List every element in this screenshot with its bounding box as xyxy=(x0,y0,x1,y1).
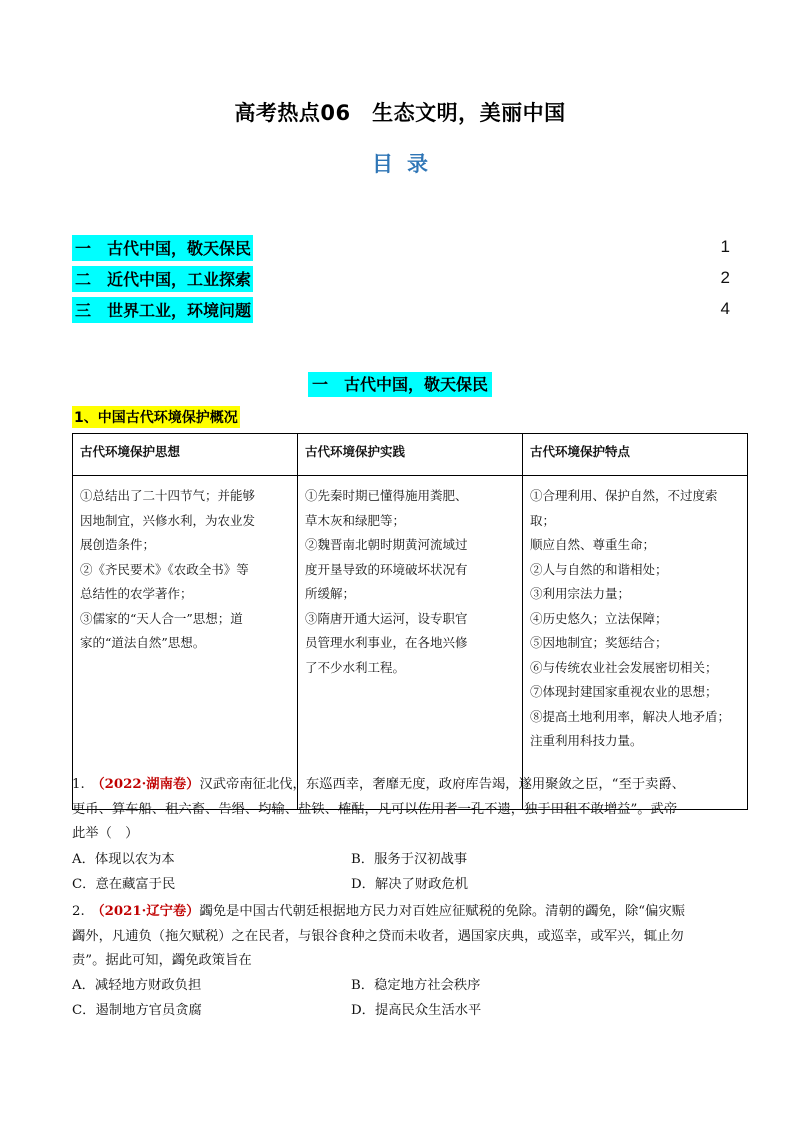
question-1-options xyxy=(72,848,748,897)
cell-line: ⑤因地制宜；奖惩结合； xyxy=(530,635,668,650)
cell-line: 顺应自然、尊重生命； xyxy=(530,537,656,552)
cell-line: 家的“道法自然”思想。 xyxy=(80,635,206,650)
toc-entry[interactable] xyxy=(72,233,730,264)
toc-entry[interactable] xyxy=(72,295,730,326)
cell-line: ①总结出了二十四节气；并能够 xyxy=(80,488,256,503)
cell-line: 总结性的农学著作； xyxy=(80,586,193,601)
cell-line: ②魏晋南北朝时期黄河流域过 xyxy=(305,537,468,552)
cell-line: 注重利用科技力量。 xyxy=(530,733,643,748)
cell-line: 因地制宜，兴修水利，为农业发 xyxy=(80,512,256,528)
option-row xyxy=(72,873,748,898)
toc-entry[interactable] xyxy=(72,264,730,295)
option-d[interactable]: D．解决了财政危机 xyxy=(351,876,469,892)
cell-line: ③儒家的“天人合一”思想；道 xyxy=(80,610,243,626)
option-b[interactable]: B．服务于汉初战事 xyxy=(351,852,468,867)
question-number: 2. xyxy=(72,904,85,919)
cell-line: ②《齐民要术》《农政全书》等 xyxy=(80,561,249,577)
table-header: 古代环境保护实践 xyxy=(298,434,523,476)
question-1-stem xyxy=(72,773,748,847)
option-c[interactable]: C．意在藏富于民 xyxy=(72,876,176,892)
cell-line: 取； xyxy=(530,512,556,528)
option-row xyxy=(72,848,748,873)
cell-line: ①先秦时期已懂得施用粪肥、 xyxy=(305,488,468,503)
option-d[interactable]: D．提高民众生活水平 xyxy=(351,1002,482,1018)
question-line: 蠲外，凡逋负（拖欠赋税）之在民者，与银谷食种之贷而未收者，遇国家庆典，或巡幸，或军兴，辄止勿 xyxy=(72,928,684,944)
cell-line: ②人与自然的和谐相处； xyxy=(530,561,668,577)
toc-entry-label[interactable]: 一 古代中国，敬天保民 xyxy=(72,235,253,261)
table-header: 古代环境保护特点 xyxy=(523,434,748,476)
cell-line: ⑦体现封建国家重视农业的思想； xyxy=(530,684,718,699)
table-header: 古代环境保护思想 xyxy=(73,434,298,476)
option-row xyxy=(72,974,748,999)
subheading: 1、中国古代环境保护概况 xyxy=(72,406,240,428)
table-cell-features xyxy=(523,476,748,810)
question-number: 1. xyxy=(72,777,85,792)
section-heading-text: 一 古代中国，敬天保民 xyxy=(308,372,492,397)
toc-entry-label[interactable]: 三 世界工业，环境问题 xyxy=(72,297,253,323)
cell-line: 度开垦导致的环境破坏状况有 xyxy=(305,561,468,577)
cell-line: 了不少水利工程。 xyxy=(305,659,406,675)
cell-line: ①合理利用、保护自然，不过度索 xyxy=(530,488,718,503)
toc-entry-page[interactable]: 4 xyxy=(720,299,730,318)
question-text: 蠲免是中国古代朝廷根据地方民力对百姓应征赋税的免除。清朝的蠲免，除“偏灾赈 xyxy=(199,904,685,919)
toc-entry-page[interactable]: 1 xyxy=(720,237,730,256)
cell-line: ⑥与传统农业社会发展密切相关； xyxy=(530,659,718,675)
question-source: （2021·辽宁卷） xyxy=(97,904,200,919)
cell-line: ③隋唐开通大运河，设专职官 xyxy=(305,610,468,626)
question-line: 此举（ ） xyxy=(72,826,139,841)
option-b[interactable]: B．稳定地方社会秩序 xyxy=(351,978,481,993)
cell-line: 员管理水利事业，在各地兴修 xyxy=(305,635,468,650)
question-source: （2022·湖南卷） xyxy=(97,777,200,792)
option-c[interactable]: C．遏制地方官员贪腐 xyxy=(72,1002,202,1018)
cell-line: ③利用宗法力量； xyxy=(530,586,631,601)
table-of-contents xyxy=(72,233,730,326)
table-header-row xyxy=(73,434,748,476)
toc-entry-label[interactable]: 二 近代中国，工业探索 xyxy=(72,266,253,292)
option-a[interactable]: A．体现以农为本 xyxy=(72,852,175,867)
toc-heading: 目录 xyxy=(372,152,442,176)
question-line xyxy=(72,773,748,798)
question-line: 责”。据此可知，蠲免政策旨在 xyxy=(72,953,252,968)
question-2-options xyxy=(72,974,748,1023)
cell-line: ④历史悠久；立法保障； xyxy=(530,610,668,626)
environment-protection-table xyxy=(72,433,748,810)
table-row xyxy=(73,476,748,810)
table-cell-practice xyxy=(298,476,523,810)
question-text: 汉武帝南征北伐，东巡西幸，奢靡无度，政府库告竭，遂用聚敛之臣，“至于卖爵、 xyxy=(199,777,685,792)
question-2-stem xyxy=(72,900,748,974)
option-row xyxy=(72,999,748,1024)
option-a[interactable]: A．减轻地方财政负担 xyxy=(72,978,202,993)
table-cell-thought xyxy=(73,476,298,810)
question-line xyxy=(72,900,748,925)
cell-line: 展创造条件； xyxy=(80,537,156,552)
cell-line: ⑧提高土地利用率，解决人地矛盾； xyxy=(530,708,731,724)
cell-line: 所缓解； xyxy=(305,586,356,601)
document-title: 高考热点06 生态文明，美丽中国 xyxy=(234,101,566,125)
section-heading xyxy=(0,372,800,395)
toc-entry-page[interactable]: 2 xyxy=(720,268,730,287)
cell-line: 草木灰和绿肥等； xyxy=(305,512,406,528)
question-line: 更币、算车船、租六畜、告缗、均输、盐铁、榷酤，凡可以佐用者一孔不遗，独于田租不敢增益”。武帝 xyxy=(72,801,678,817)
